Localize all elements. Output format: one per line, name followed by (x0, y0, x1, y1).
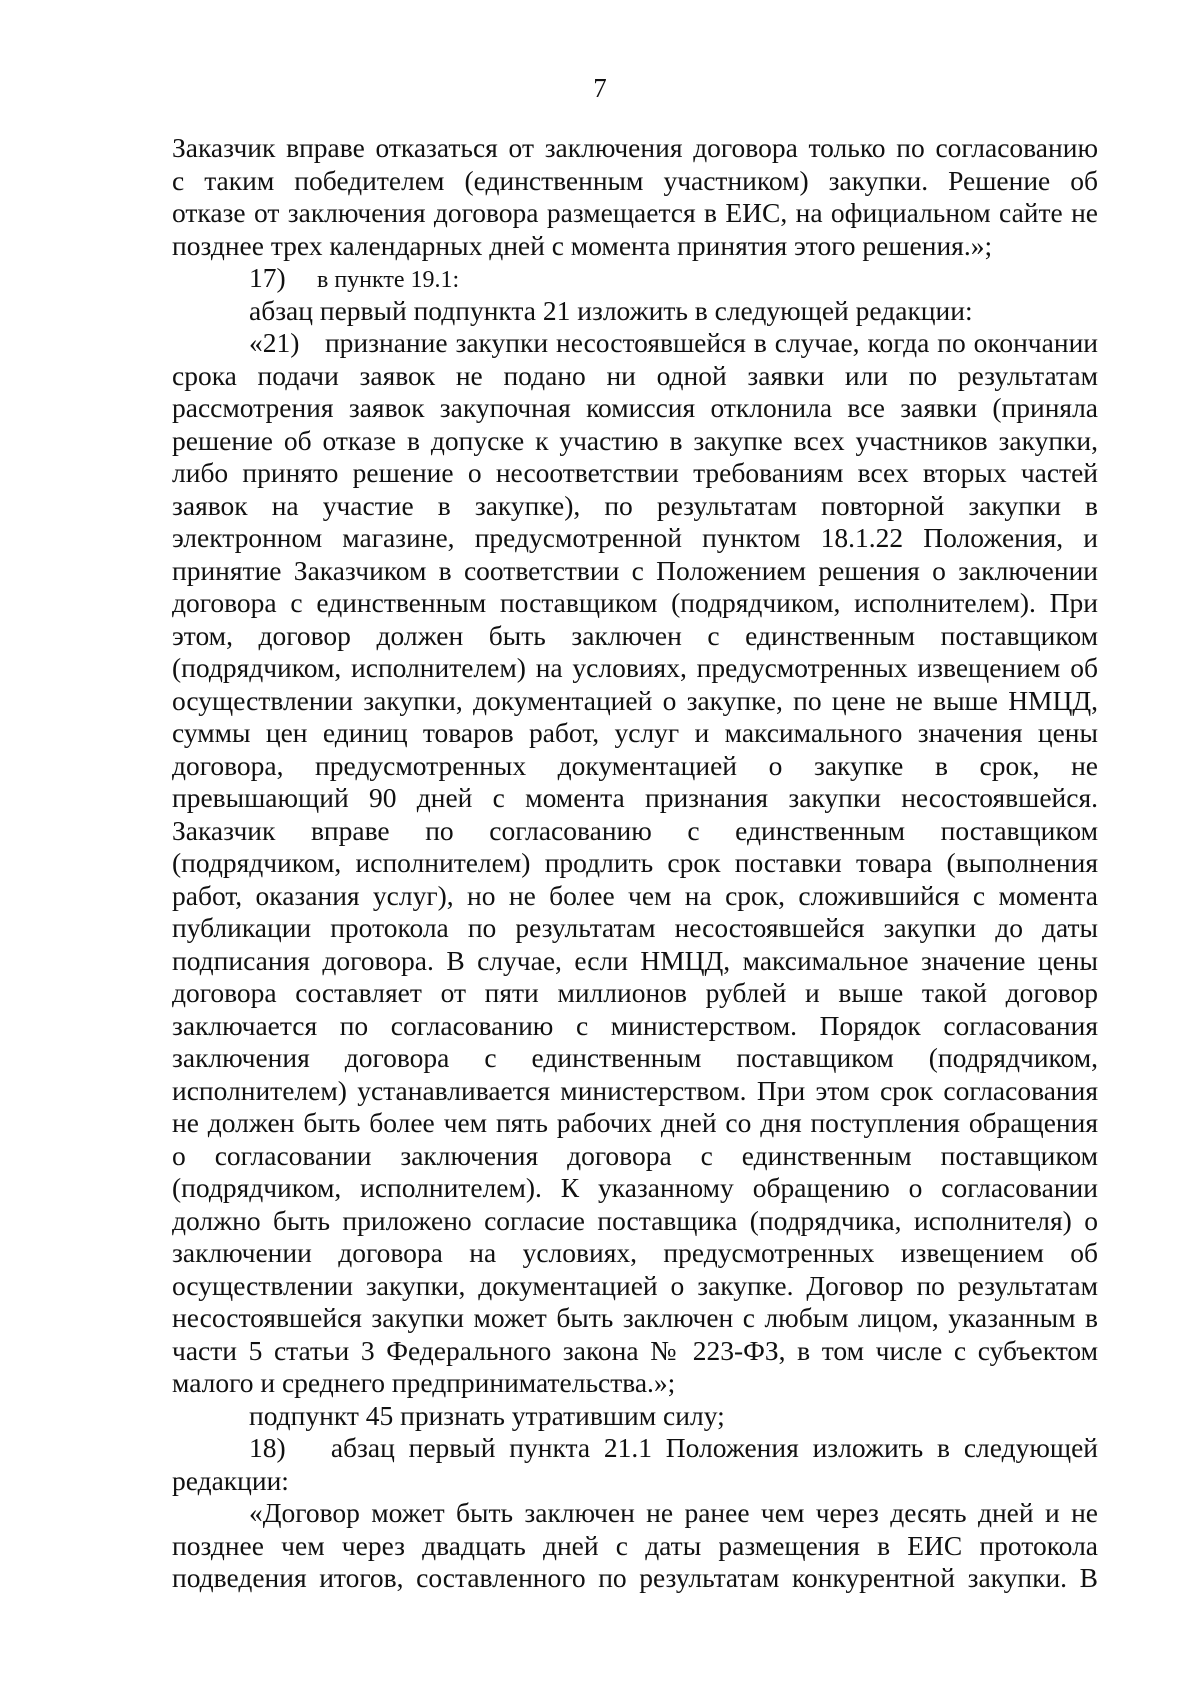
text-line: заключается по согласованию с министерством. Порядок согласования (172, 1009, 1098, 1041)
text-line: Заказчик вправе отказаться от заключения договора только по согласованию (172, 132, 1098, 163)
text-line: осуществлении закупки, документацией о закупке, по цене не выше НМЦД, (172, 684, 1098, 716)
text-line: либо принято решение о несоответствии требованиям всех вторых частей (172, 457, 1098, 488)
text-line: подведения итогов, составленного по результатам конкурентной закупки. В (172, 1562, 1098, 1593)
text-line: в пункте 19.1: (317, 267, 460, 293)
item-number: 18) (249, 1432, 286, 1463)
text-line: редакции: (172, 1464, 289, 1496)
text-line: с таким победителем (единственным участником) закупки. Решение об (172, 164, 1098, 196)
text-line: малого и среднего предпринимательства.»; (172, 1367, 676, 1398)
text-line: принятие Заказчиком в соответствии с Положением решения о заключении (172, 554, 1098, 586)
text-line: Заказчик вправе по согласованию с единственным поставщиком (172, 814, 1098, 846)
page-number: 7 (593, 73, 607, 103)
text-line: (подрядчиком, исполнителем). К указанному обращению о согласовании (172, 1172, 1098, 1203)
text-line: заключения договора с единственным поставщиком (подрядчиком, (172, 1042, 1098, 1073)
text-line: договора составляет от пяти миллионов рублей и выше такой договор (172, 977, 1098, 1008)
text-line: превышающий 90 дней с момента признания закупки несостоявшейся. (172, 782, 1098, 813)
text-line: заявок на участие в закупке), по результатам повторной закупки в (172, 489, 1098, 521)
text-line: должно быть приложено согласие поставщика (подрядчика, исполнителя) о (172, 1204, 1098, 1236)
text-line: позднее чем через двадцать дней с даты размещения в ЕИС протокола (172, 1529, 1098, 1561)
text-line: отказе от заключения договора размещается в ЕИС, на официальном сайте не (172, 197, 1098, 228)
text-line: признание закупки несостоявшейся в случае, когда по окончании (324, 327, 1098, 358)
document-body (172, 132, 1098, 1595)
item-18-line (172, 1432, 1098, 1465)
text-line: о согласовании заключения договора с единственным поставщиком (172, 1139, 1098, 1171)
text-line: договора, предусмотренных документацией о закупке в срок, не (172, 749, 1098, 781)
item-21-line (172, 327, 1098, 360)
text-line: рассмотрения заявок закупочная комиссия отклонила все заявки (приняла (172, 392, 1098, 423)
text-line: работ, оказания услуг), но не более чем на срок, сложившийся с момента (172, 879, 1098, 911)
text-line: решение об отказе в допуске к участию в закупке всех участников закупки, (172, 424, 1098, 456)
text-line: договора с единственным поставщиком (подрядчиком, исполнителем). При (172, 587, 1098, 618)
text-line: абзац первый пункта 21.1 Положения изложить в следующей (330, 1432, 1098, 1463)
item-17-line (172, 262, 1098, 295)
text-line: заключении договора на условиях, предусмотренных извещением об (172, 1237, 1098, 1268)
text-line: осуществлении закупки, документацией о закупке. Договор по результатам (172, 1269, 1098, 1301)
text-line: этом, договор должен быть заключен с единственным поставщиком (172, 619, 1098, 651)
text-line: (подрядчиком, исполнителем) продлить срок поставки товара (выполнения (172, 847, 1098, 878)
text-line: подпункт 45 признать утратившим силу; (249, 1399, 725, 1431)
text-line: позднее трех календарных дней с момента принятия этого решения.»; (172, 229, 993, 261)
text-line: электронном магазине, предусмотренной пунктом 18.1.22 Положения, и (172, 522, 1098, 553)
text-line: несостоявшейся закупки может быть заключен с любым лицом, указанным в (172, 1302, 1098, 1333)
item-number: «21) (249, 327, 300, 358)
item-number: 17) (249, 262, 286, 293)
text-line: «Договор может быть заключен не ранее чем через десять дней и не (249, 1497, 1098, 1528)
text-line: абзац первый подпункта 21 изложить в следующей редакции: (249, 294, 973, 326)
text-line: не должен быть более чем пять рабочих дней со дня поступления обращения (172, 1107, 1098, 1138)
text-line: подписания договора. В случае, если НМЦД, максимальное значение цены (172, 944, 1098, 976)
text-line: срока подачи заявок не подано ни одной заявки или по результатам (172, 359, 1098, 391)
text-line: публикации протокола по результатам несостоявшейся закупки до даты (172, 912, 1098, 943)
text-line: части 5 статьи 3 Федерального закона № 223-ФЗ, в том числе с субъектом (172, 1334, 1098, 1366)
text-line: (подрядчиком, исполнителем) на условиях, предусмотренных извещением об (172, 652, 1098, 683)
text-line: суммы цен единиц товаров работ, услуг и максимального значения цены (172, 717, 1098, 748)
text-line: исполнителем) устанавливается министерством. При этом срок согласования (172, 1074, 1098, 1106)
